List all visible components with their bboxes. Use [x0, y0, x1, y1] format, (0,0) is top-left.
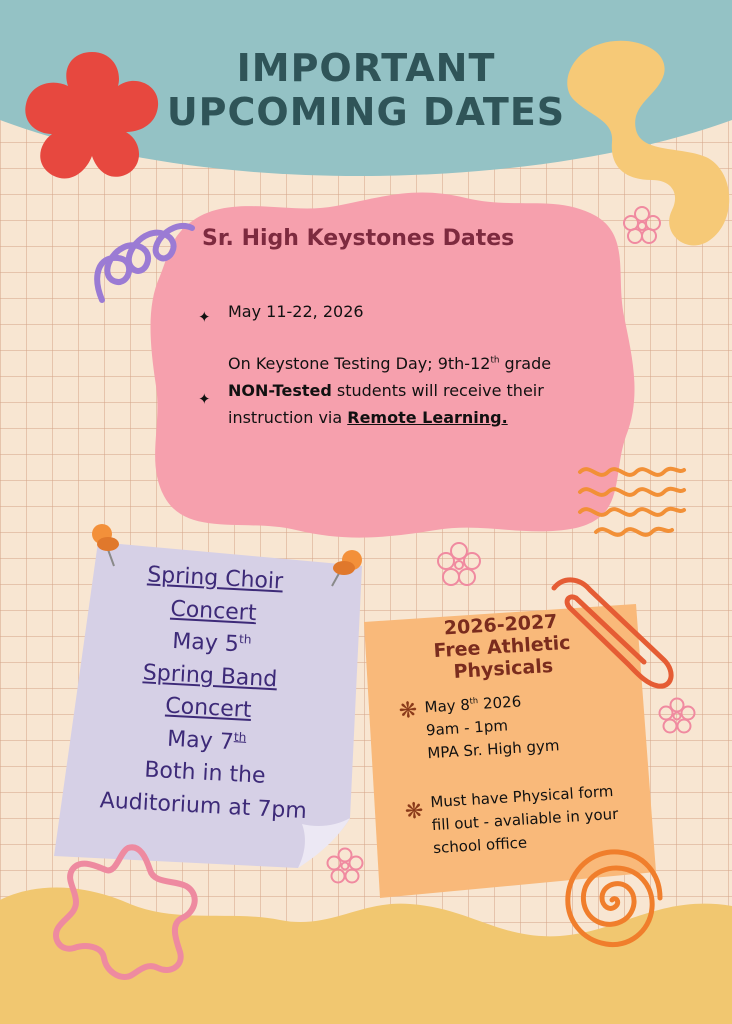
choir-title: Spring Choir — [146, 562, 284, 595]
spiral-icon — [556, 840, 666, 960]
keystones-item-remote — [198, 350, 588, 431]
keystones-heading: Sr. High Keystones Dates — [202, 226, 515, 251]
physicals-time: 9am - 1pm — [425, 716, 509, 740]
superscript: th — [238, 631, 252, 647]
keystones-remote-text — [228, 350, 588, 431]
band-title: Concert — [164, 693, 253, 724]
asterisk-burst-icon: ❋ — [404, 798, 425, 825]
heading-line: Physicals — [452, 654, 554, 683]
sparkle-icon: ✦ — [198, 308, 211, 326]
flower-outline-icon — [434, 540, 484, 590]
sparkle-icon: ✦ — [198, 390, 211, 408]
keystones-dates-text: May 11-22, 2026 — [228, 302, 364, 321]
keystones-item-dates — [198, 298, 558, 325]
band-title: Spring Band — [142, 659, 278, 692]
location-line: Both in the — [143, 757, 267, 789]
superscript: th — [233, 729, 247, 744]
concerts-note — [45, 555, 374, 831]
year-text: 2026 — [477, 692, 522, 714]
title-line: UPCOMING DATES — [166, 90, 566, 134]
pink-outline-star-icon — [46, 840, 206, 980]
physicals-location: MPA Sr. High gym — [426, 736, 560, 763]
physicals-note: school office — [432, 833, 528, 858]
date-text: May 8 — [424, 695, 471, 717]
text-fragment: grade — [499, 354, 552, 373]
date-text: May 7 — [166, 726, 235, 755]
flower-outline-icon — [620, 204, 664, 248]
superscript: th — [490, 355, 500, 366]
asterisk-burst-icon: ❋ — [398, 697, 418, 724]
physicals-body — [398, 682, 670, 862]
non-tested-label: NON-Tested — [228, 381, 332, 400]
choir-title: Concert — [169, 596, 258, 626]
physicals-note: fill out - avaliable in your — [431, 804, 619, 835]
superscript: th — [469, 695, 479, 706]
text-fragment: students will receive their instruction via — [228, 381, 544, 427]
page-title — [0, 46, 732, 134]
physicals-note: Must have Physical form — [429, 782, 614, 812]
location-line: Auditorium at 7pm — [99, 787, 308, 824]
date-text: May 5 — [171, 628, 240, 658]
orange-wave-icon — [576, 462, 688, 546]
heading-line: 2026-2027 — [443, 610, 559, 640]
text-fragment: On Keystone Testing Day; 9th-12 — [228, 354, 491, 373]
purple-spring-icon — [88, 206, 198, 306]
remote-learning-link[interactable]: Remote Learning. — [347, 408, 508, 427]
physicals-block-details — [398, 682, 664, 767]
title-line: IMPORTANT — [236, 46, 496, 90]
heading-line: Free Athletic — [432, 631, 572, 663]
